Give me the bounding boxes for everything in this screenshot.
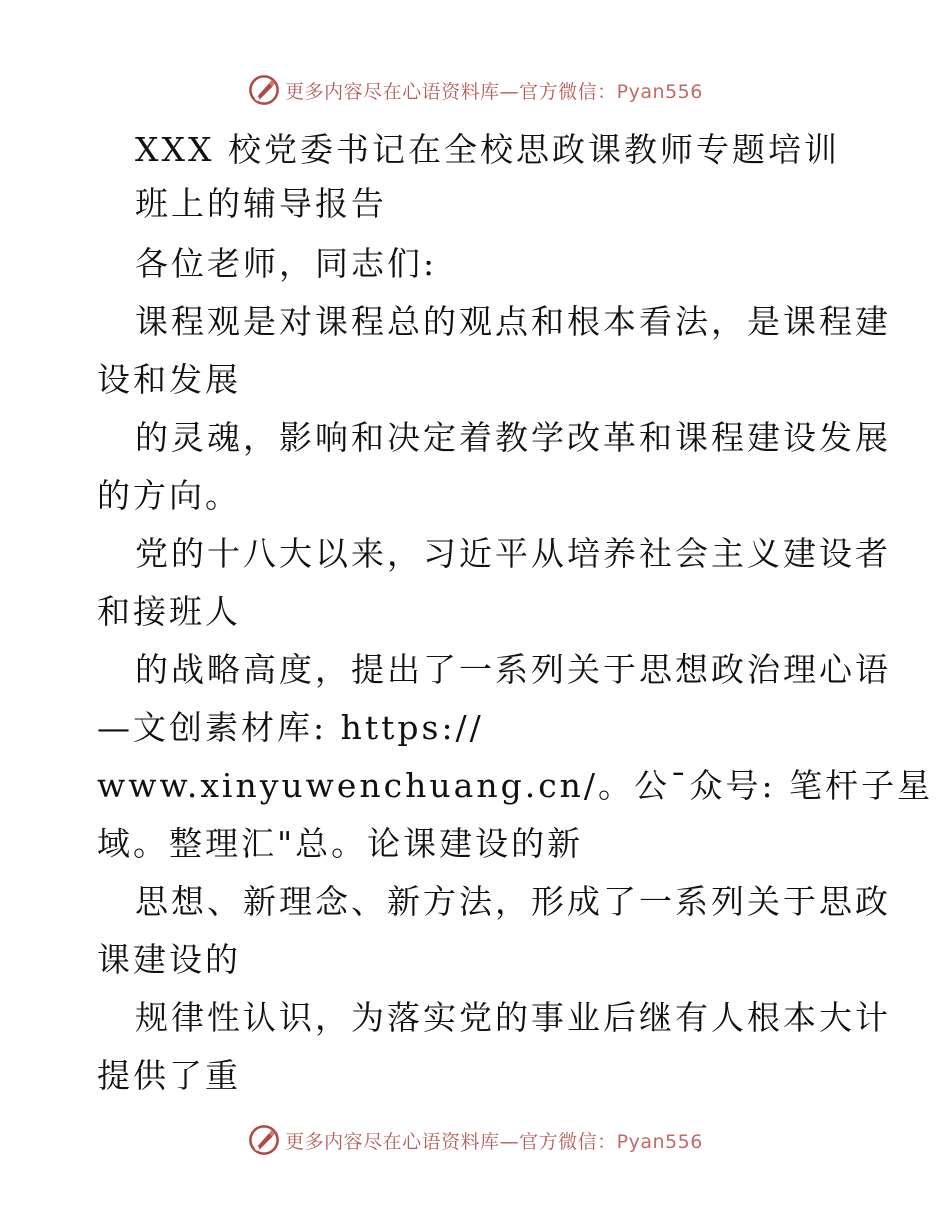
paragraph-line: 思想、新理念、新方法，形成了一系列关于思政 [135, 882, 891, 921]
paragraph-line: 的战略高度，提出了一系列关于思想政治理心语 [135, 650, 891, 689]
paragraph-line: 课建设的 [97, 940, 241, 979]
paragraph-line: 域。整理汇"总。论课建设的新 [97, 824, 584, 863]
document-title-line-2: 班上的辅导报告 [135, 184, 387, 223]
paragraph-line: 的灵魂，影响和决定着教学改革和课程建设发展 [135, 418, 891, 457]
paragraph-line: www.xinyuwenchuang.cn/。公¯众号: 笔杆子星 [97, 766, 934, 805]
watermark-label: 更多内容尽在心语资料库—官方微信：Pyan556 [285, 1130, 703, 1153]
paragraph-line: 规律性认识，为落实党的事业后继有人根本大计 [135, 998, 891, 1037]
salutation: 各位老师，同志们: [135, 244, 438, 283]
watermark-footer [0, 1120, 950, 1160]
paragraph-line: 的方向。 [97, 476, 241, 515]
paragraph-line: 课程观是对课程总的观点和根本看法，是课程建 [135, 302, 891, 341]
paragraph-line: 党的十八大以来，习近平从培养社会主义建设者 [135, 534, 891, 573]
watermark-header [0, 70, 950, 110]
watermark-label: 更多内容尽在心语资料库—官方微信：Pyan556 [285, 80, 703, 103]
paragraph-line: 设和发展 [97, 360, 241, 399]
pen-logo-icon [247, 1123, 281, 1157]
pen-logo-icon [247, 73, 281, 107]
paragraph-line: 和接班人 [97, 592, 241, 631]
document-title-line-1: XXX 校党委书记在全校思政课教师专题培训 [135, 130, 840, 169]
paragraph-line: 提供了重 [97, 1056, 241, 1095]
paragraph-line: —文创素材库: https:// [97, 708, 484, 747]
